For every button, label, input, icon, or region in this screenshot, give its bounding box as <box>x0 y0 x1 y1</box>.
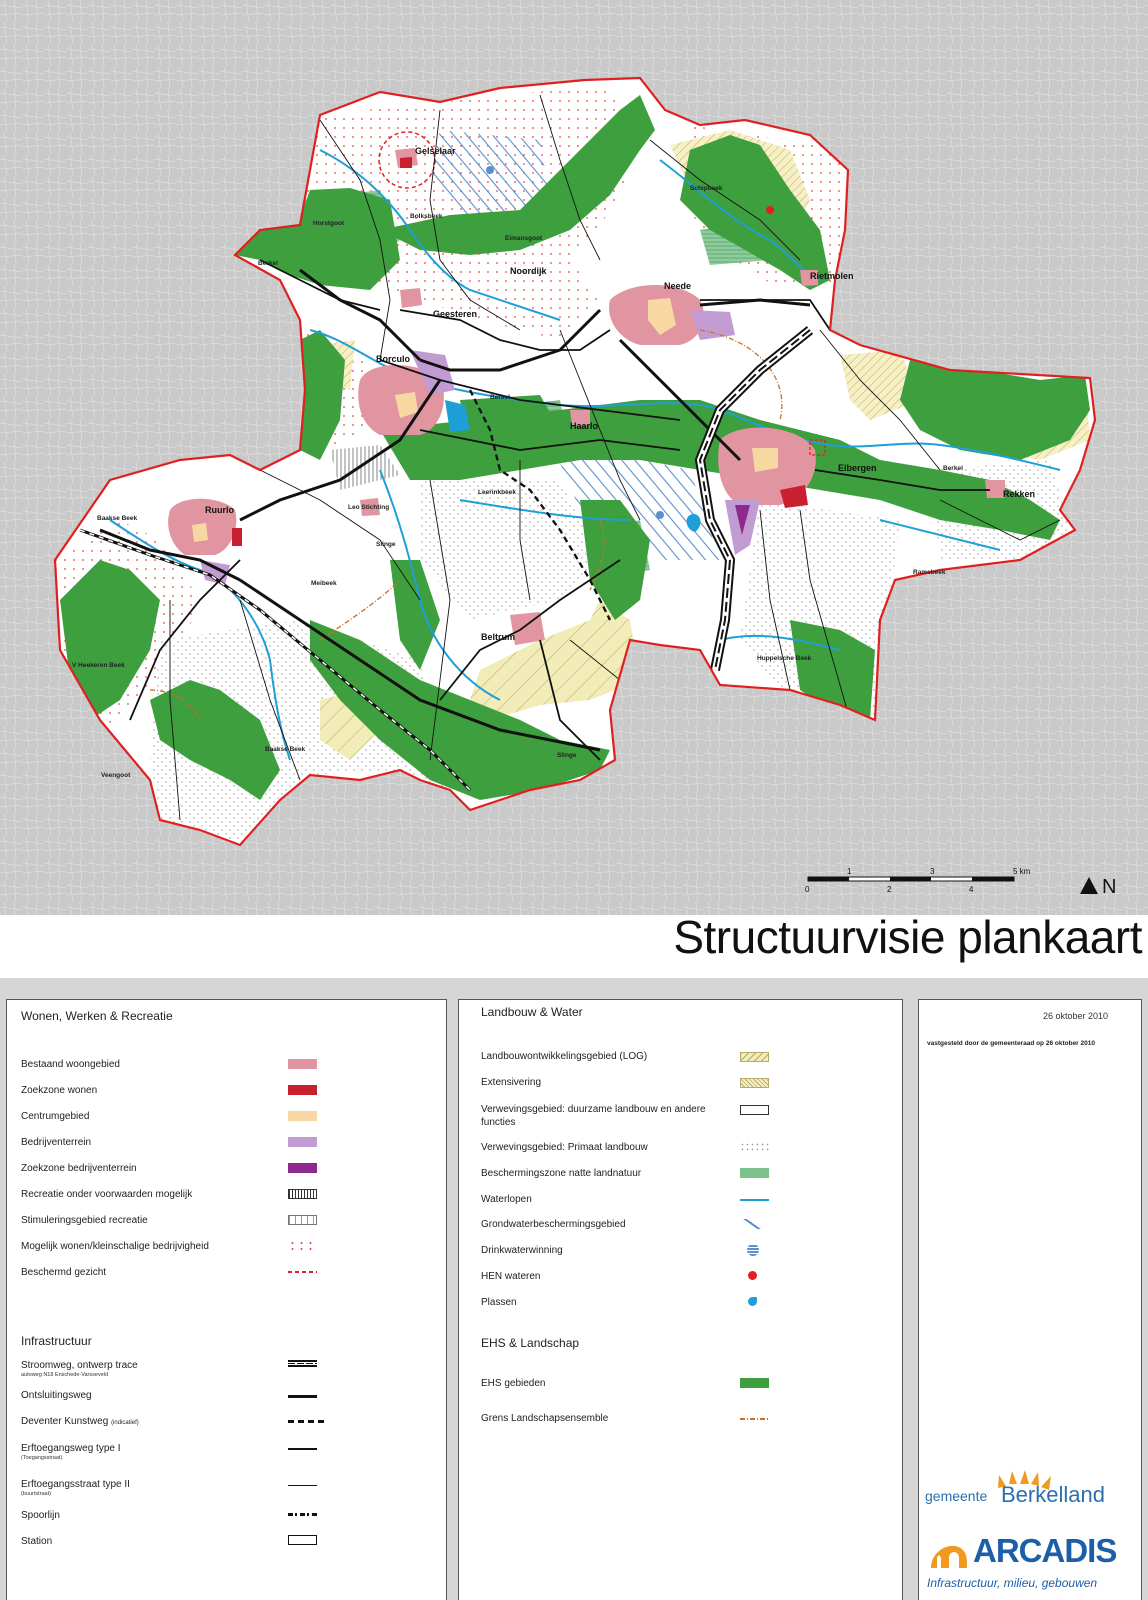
legend-swatch-grens-landschap <box>740 1418 769 1420</box>
legend-label-erftoegangsweg: Erftoegangsweg type I <box>21 1443 121 1454</box>
vastgesteld-text: vastgesteld door de gemeenteraad op 26 oktober 2010 <box>927 1040 1095 1047</box>
legend-label-mogelijk-wonen: Mogelijk wonen/kleinschalige bedrijvigheid <box>21 1241 209 1252</box>
scale-label-2: 2 <box>887 885 892 894</box>
legend-swatch-hen-wateren <box>748 1271 757 1280</box>
legend-title-ehs: EHS & Landschap <box>481 1336 580 1350</box>
label-slinge-center: Slinge <box>376 541 396 548</box>
legend-label-bestaand-woongebied: Bestaand woongebied <box>21 1059 120 1070</box>
scale-label-3: 3 <box>930 867 935 876</box>
label-leerinkbeek: Leerinkbeek <box>478 489 516 496</box>
label-schipbeek: Schipbeek <box>690 185 723 192</box>
legend-swatch-verweving-primaat <box>740 1142 769 1152</box>
legend-swatch-grondwater <box>740 1219 769 1229</box>
legend-label-grens-landschap: Grens Landschapsensemble <box>481 1413 609 1424</box>
legend-swatch-drinkwaterwinning <box>747 1244 759 1256</box>
built-geesteren <box>400 288 422 308</box>
logo-berkelland-text: Berkelland <box>1001 1482 1105 1507</box>
legend-label-zoekzone-bedrijventerrein: Zoekzone bedrijventerrein <box>21 1163 137 1174</box>
legend-swatch-station <box>288 1535 317 1545</box>
built-beltrum <box>510 612 545 645</box>
legend-label-ontsluitingsweg: Ontsluitingsweg <box>21 1390 92 1401</box>
legend-sub-stroomweg: autoweg N18 Enschede-Varsseveld <box>21 1372 109 1378</box>
legend-label-grondwater: Grondwaterbeschermingsgebied <box>481 1219 626 1230</box>
legend-swatch-zoekzone-bedrijventerrein <box>288 1163 317 1173</box>
hen-water <box>766 206 774 214</box>
legend-swatch-mogelijk-wonen <box>288 1240 317 1250</box>
legend-title-landbouw: Landbouw & Water <box>481 1005 583 1019</box>
legend-swatch-centrumgebied <box>288 1111 317 1121</box>
legend-swatch-natte-landnatuur <box>740 1168 769 1178</box>
legend-label-verweving-duurzaam: Verwevingsgebied: duurzame landbouw en andere functies <box>481 1104 706 1128</box>
label-beltrum: Beltrum <box>481 632 516 642</box>
legend-label-recreatie: Recreatie onder voorwaarden mogelijk <box>21 1189 193 1200</box>
label-slinge-south: Slinge <box>557 752 577 759</box>
legend-swatch-erftoegangsweg <box>288 1448 317 1450</box>
legend-swatch-stimuleringsgebied <box>288 1215 317 1225</box>
legend-label-zoekzone-wonen: Zoekzone wonen <box>21 1085 98 1096</box>
label-haarlo: Haarlo <box>570 421 599 431</box>
logo-arcadis-text: ARCADIS <box>973 1532 1117 1569</box>
legend-label-bedrijventerrein: Bedrijventerrein <box>21 1137 92 1148</box>
label-neede: Neede <box>664 281 692 291</box>
zoek-wonen-gelselaar <box>400 157 412 168</box>
legend-label-verweving-primaat: Verwevingsgebied: Primaat landbouw <box>481 1142 648 1153</box>
legend-label-plassen: Plassen <box>481 1297 517 1308</box>
legend-swatch-ontsluitingsweg <box>288 1395 317 1398</box>
legend-swatch-bedrijventerrein <box>288 1137 317 1147</box>
legend-swatch-extensivering <box>740 1078 769 1088</box>
logo-gemeente-text: gemeente <box>925 1488 988 1504</box>
berkelland-logo <box>925 1462 1125 1512</box>
label-hupselse-beek: Huppelsche Beek <box>757 655 812 662</box>
label-horstgoot: Horstgoot <box>313 220 345 227</box>
legend-label-stroomweg: Stroomweg, ontwerp trace <box>21 1360 138 1371</box>
legend-swatch-bestaand-woongebied <box>288 1059 317 1069</box>
label-gelselaar: Gelselaar <box>415 146 456 156</box>
label-leo-stichting: Leo Stichting <box>348 504 390 511</box>
legend-swatch-verweving-duurzaam <box>740 1105 769 1115</box>
label-noordijk: Noordijk <box>510 266 547 276</box>
built-rekken <box>985 480 1005 498</box>
centrum-ruurlo <box>192 523 208 542</box>
scale-label-5km: 5 km <box>1013 867 1031 876</box>
legend-sub-erftoegangsweg: (Toegangsstraat) <box>21 1455 63 1461</box>
legend-label-natte-landnatuur: Beschermingszone natte landnatuur <box>481 1168 642 1179</box>
legend-swatch-stroomweg <box>288 1360 317 1367</box>
label-eibergen: Eibergen <box>838 463 877 473</box>
legend-swatch-beschermd-gezicht <box>288 1271 317 1273</box>
arcadis-logo <box>925 1532 1130 1596</box>
legend-swatch-ehs-gebieden <box>740 1378 769 1388</box>
drinkwaterwinning-1 <box>486 166 494 174</box>
legend-label-beschermd-gezicht: Beschermd gezicht <box>21 1267 107 1278</box>
legend-label-drinkwaterwinning: Drinkwaterwinning <box>481 1245 563 1256</box>
label-ramsbeek: Ramsbeek <box>913 569 946 576</box>
scale-label-1: 1 <box>847 867 852 876</box>
legend-swatch-deventer-kunstweg <box>288 1420 328 1423</box>
scale-label-4: 4 <box>969 885 974 894</box>
legend-label-log: Landbouwontwikkelingsgebied (LOG) <box>481 1051 648 1062</box>
legend-label-station: Station <box>21 1536 53 1547</box>
arcadis-icon <box>927 1532 971 1572</box>
legend-label-extensivering: Extensivering <box>481 1077 542 1088</box>
label-rekken: Rekken <box>1003 489 1036 499</box>
legend-label-waterlopen: Waterlopen <box>481 1194 532 1205</box>
logo-arcadis-tagline: Infrastructuur, milieu, gebouwen <box>927 1576 1098 1590</box>
centrum-eibergen <box>752 448 778 472</box>
legend-label-centrumgebied: Centrumgebied <box>21 1111 90 1122</box>
legend-panel-wonen-infra <box>6 999 447 1600</box>
legend-label-stimuleringsgebied: Stimuleringsgebied recreatie <box>21 1215 148 1226</box>
legend-label-hen-wateren: HEN wateren <box>481 1271 541 1282</box>
legend-swatch-log <box>740 1052 769 1062</box>
legend-sub-erftoegangsstraat: (buurtstraat) <box>21 1491 51 1497</box>
label-borculo: Borculo <box>376 354 411 364</box>
label-baakse-beek-south: Baakse Beek <box>265 746 306 753</box>
label-berkel-east: Berkel <box>943 465 963 472</box>
legend-title-wonen: Wonen, Werken & Recreatie <box>21 1009 173 1023</box>
label-v-heekeren-beek: V Heekeren Beek <box>72 662 125 669</box>
legend-swatch-recreatie <box>288 1189 317 1199</box>
label-ruurlo: Ruurlo <box>205 505 234 515</box>
label-rietmolen: Rietmolen <box>810 271 854 281</box>
label-eimersgoot: Eimansgoot <box>505 235 543 242</box>
plan-date: 26 oktober 2010 <box>1042 1011 1108 1021</box>
north-label: N <box>1102 876 1117 898</box>
legend-label-deventer-kunstweg: Deventer Kunstweg (indicatief) <box>21 1416 139 1427</box>
label-geesteren: Geesteren <box>433 309 478 319</box>
legend-swatch-spoorlijn <box>288 1513 317 1516</box>
legend-swatch-zoekzone-wonen <box>288 1085 317 1095</box>
legend-label-ehs-gebieden: EHS gebieden <box>481 1378 546 1389</box>
label-meibeek: Meibeek <box>311 580 337 587</box>
legend-label-spoorlijn: Spoorlijn <box>21 1510 60 1521</box>
label-bolksbeek: Bolksbeek <box>410 213 443 220</box>
legend-swatch-waterlopen <box>740 1199 769 1201</box>
page-title: Structuurvisie plankaart <box>673 911 1142 963</box>
legend-swatch-erftoegangsstraat <box>288 1485 317 1486</box>
label-baakse-beek-north: Baakse Beek <box>97 515 138 522</box>
label-berkel-nw: Berkel <box>258 260 278 267</box>
zoek-wonen-ruurlo <box>232 528 242 546</box>
drinkwaterwinning-2 <box>656 511 664 519</box>
legend-panel-landbouw-ehs <box>458 999 903 1600</box>
legend-swatch-plassen <box>748 1297 757 1306</box>
scale-label-0: 0 <box>805 885 810 894</box>
legend-label-erftoegangsstraat: Erftoegangsstraat type II <box>21 1479 130 1490</box>
label-veengoot: Veengoot <box>101 772 131 779</box>
legend-title-infra: Infrastructuur <box>21 1334 92 1348</box>
label-berkel-center: Berkel <box>490 394 510 401</box>
